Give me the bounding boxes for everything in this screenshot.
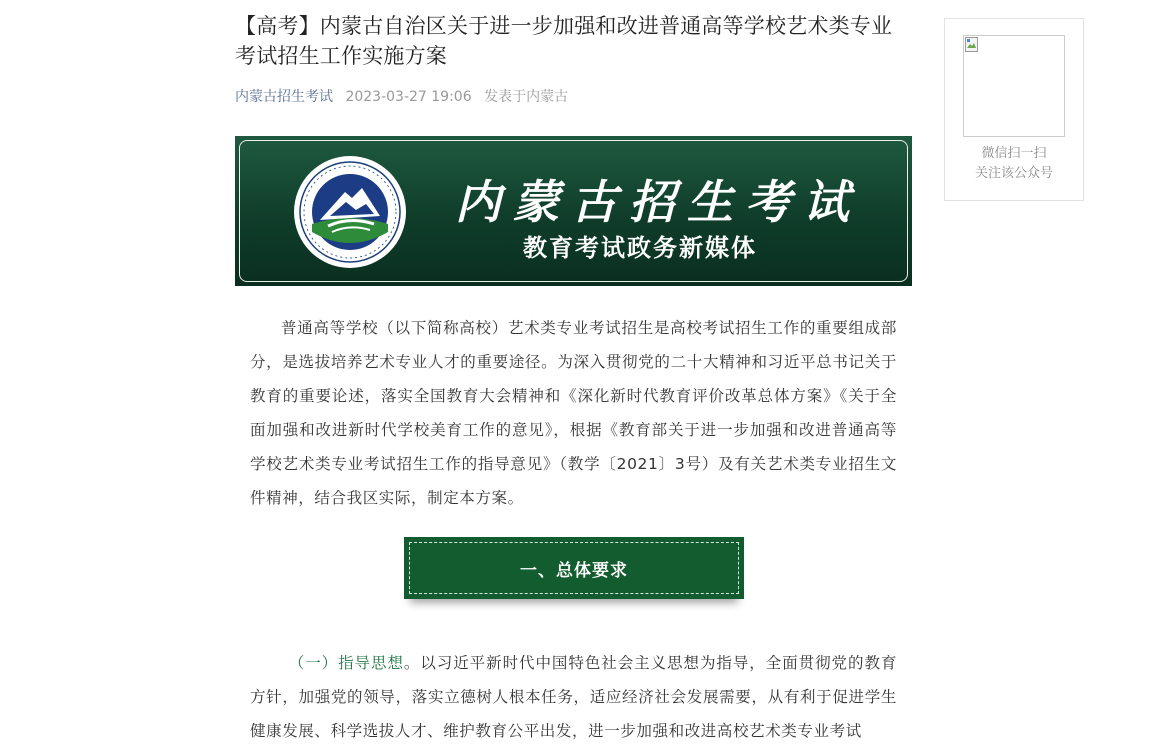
guide-text: 。以习近平新时代中国特色社会主义思想为指导，全面贯彻党的教育方针，加强党的领导，落实立德树人根本任务，适应经济社会发展需要，从有利于促进学生健康发展、科学选拔人才、维护教育公平出发，进一步加强和改进高校艺术类专业考试: [250, 654, 897, 740]
article-meta: [235, 88, 912, 106]
author-link[interactable]: 内蒙古招生考试: [235, 89, 333, 105]
qr-caption-line1: 微信扫一扫: [981, 146, 1047, 161]
guide-label: （一）指导思想: [288, 654, 404, 672]
article: [235, 0, 912, 740]
banner-subtitle: 教育考试政务新媒体: [523, 233, 757, 262]
publish-location: 发表于内蒙古: [484, 89, 569, 105]
header-banner: [235, 136, 912, 286]
qr-panel: [944, 18, 1084, 201]
publish-date: 2023-03-27 19:06: [345, 89, 472, 105]
emblem-icon: [290, 154, 410, 270]
section-heading-box: [404, 537, 744, 599]
qr-code-image[interactable]: [963, 35, 1065, 137]
article-title: 【高考】内蒙古自治区关于进一步加强和改进普通高等学校艺术类专业考试招生工作实施方案: [235, 14, 893, 68]
banner-title: 内蒙古招生考试: [455, 175, 861, 229]
section-heading: 一、总体要求: [409, 542, 739, 594]
qr-caption-line2: 关注该公众号: [974, 166, 1053, 181]
intro-paragraph: 普通高等学校（以下简称高校）艺术类专业考试招生是高校考试招生工作的重要组成部分，是选拔培养艺术专业人才的重要途径。为深入贯彻党的二十大精神和习近平总书记关于教育的重要论述，落实全国教育大会精神和《深化新时代教育评价改革总体方案》《关于全面加强和改进新时代学校美育工作的意见》，根据《教育部关于进一步加强和改进普通高等学校艺术类专业考试招生工作的指导意见》（教学〔2021〕3号）及有关艺术类专业招生文件精神，结合我区实际，制定本方案。: [250, 319, 897, 507]
guide-paragraph: [250, 646, 897, 748]
broken-image-icon: [965, 37, 979, 53]
